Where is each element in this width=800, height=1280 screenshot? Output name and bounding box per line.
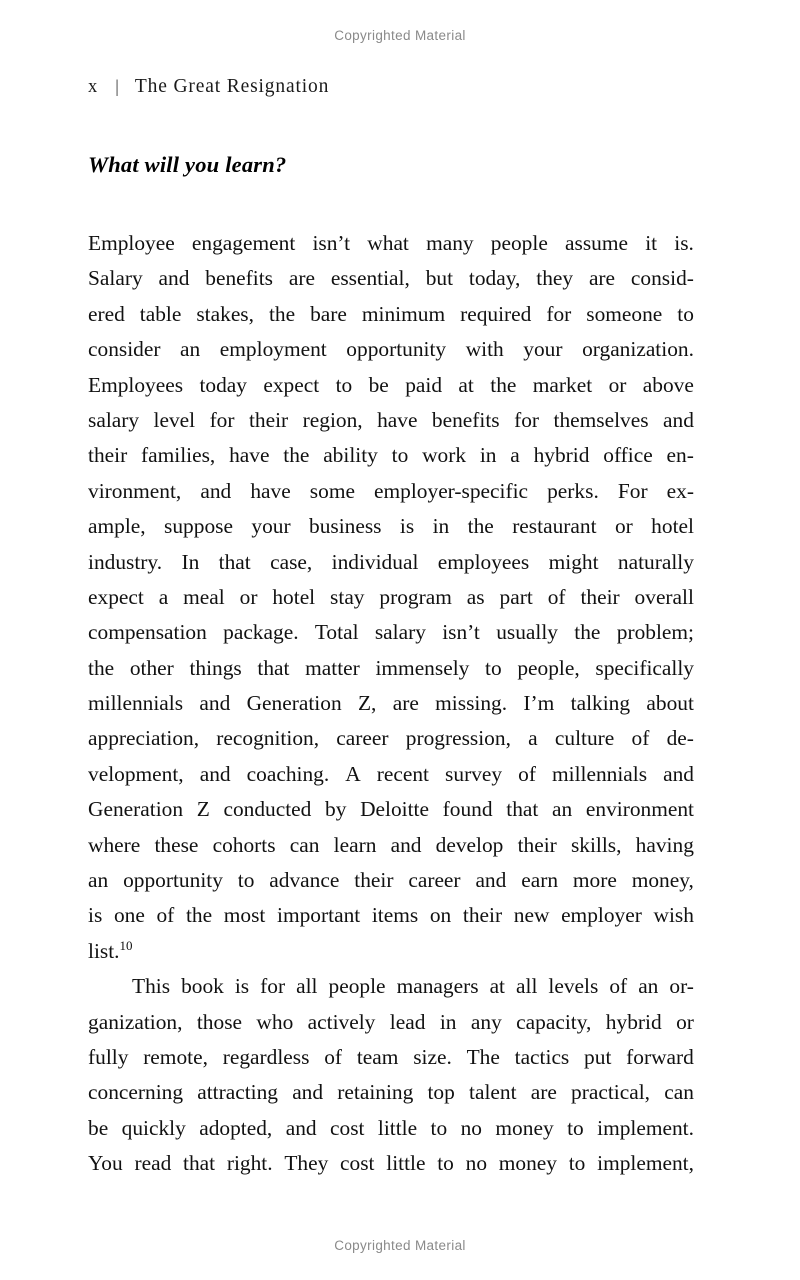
body-word: market xyxy=(532,372,593,397)
body-word: retaining xyxy=(337,1080,414,1105)
body-word: cost xyxy=(330,1115,365,1140)
body-word: the xyxy=(574,620,601,645)
body-word: of xyxy=(518,761,536,786)
body-word: coaching. xyxy=(246,761,330,786)
body-word: book xyxy=(181,974,224,999)
body-word: organization. xyxy=(582,337,694,362)
body-line-text: list. xyxy=(88,938,120,963)
body-word: forward xyxy=(626,1044,694,1069)
body-word: can xyxy=(289,832,320,857)
body-word: table xyxy=(139,301,182,326)
body-word: read xyxy=(134,1151,172,1176)
body-word: be xyxy=(368,372,389,397)
body-word: hybrid xyxy=(605,1009,662,1034)
body-word: engagement xyxy=(191,231,296,255)
body-word: for xyxy=(260,974,286,999)
body-word: stakes, xyxy=(196,301,254,326)
body-word: might xyxy=(548,549,599,574)
body-word: de- xyxy=(666,726,694,751)
body-word: environment xyxy=(585,797,694,822)
body-word: size. xyxy=(413,1044,452,1069)
body-word: hybrid xyxy=(533,443,590,468)
body-text-line xyxy=(88,545,694,580)
body-word: the xyxy=(88,655,115,680)
body-word: the xyxy=(283,443,310,468)
body-text-line xyxy=(88,403,694,438)
body-word: This xyxy=(132,974,171,999)
body-word: are xyxy=(588,266,616,291)
body-word: cost xyxy=(340,1151,375,1176)
body-word: meal xyxy=(183,584,225,609)
body-word: paid xyxy=(405,372,443,397)
body-word: work xyxy=(422,443,467,468)
body-text-line xyxy=(88,828,694,863)
body-word: people xyxy=(328,974,386,999)
body-word: someone xyxy=(586,301,663,326)
body-text-line xyxy=(88,1146,694,1181)
body-word: have xyxy=(250,478,291,503)
body-word: Employee xyxy=(88,231,175,255)
body-word: that xyxy=(183,1151,216,1176)
body-word: to xyxy=(677,301,694,326)
body-word: ample, xyxy=(88,514,146,539)
paragraph-indent xyxy=(88,969,121,1004)
body-word: money xyxy=(495,1115,554,1140)
body-word: problem; xyxy=(616,620,694,645)
body-text-line xyxy=(88,615,694,650)
body-word: employment xyxy=(219,337,327,362)
body-word: ganization, xyxy=(88,1009,183,1034)
body-word: their xyxy=(248,407,289,432)
body-word: develop xyxy=(435,832,504,857)
body-word: Salary xyxy=(88,266,143,291)
body-word: little xyxy=(377,1115,418,1140)
body-word: opportunity xyxy=(123,868,223,893)
page-folio-number: x xyxy=(88,77,98,97)
body-word: who xyxy=(256,1009,294,1034)
body-word: capacity, xyxy=(516,1009,592,1034)
body-text-line xyxy=(88,686,694,721)
body-word: to xyxy=(567,1115,584,1140)
body-word: regardless xyxy=(222,1044,310,1069)
body-word: quickly xyxy=(121,1115,186,1140)
body-word: attracting xyxy=(197,1080,278,1105)
body-text-line xyxy=(88,651,694,686)
body-word: today, xyxy=(468,266,521,291)
body-word: no xyxy=(465,1151,488,1176)
body-word: earn xyxy=(521,868,559,893)
body-word: hotel xyxy=(272,584,316,609)
body-word: usually xyxy=(496,620,558,645)
body-text-line xyxy=(88,226,694,261)
body-word: of xyxy=(609,974,628,999)
body-word: of xyxy=(324,1044,343,1069)
body-word: actively xyxy=(307,1009,376,1034)
body-word: required xyxy=(460,301,532,326)
body-word: Z, xyxy=(357,691,377,716)
body-word: and xyxy=(158,266,190,291)
body-word: package. xyxy=(223,620,299,645)
body-word: are xyxy=(530,1080,557,1105)
body-word: salary xyxy=(88,407,140,432)
body-word: those xyxy=(196,1009,243,1034)
body-word: career xyxy=(336,726,389,751)
body-text-line xyxy=(88,580,694,615)
body-word: their xyxy=(580,584,620,609)
body-word: culture xyxy=(554,726,615,751)
body-word: and xyxy=(663,407,694,432)
body-word: but xyxy=(425,266,454,291)
body-word: en- xyxy=(666,443,694,468)
body-word: for xyxy=(209,407,235,432)
body-word: You xyxy=(88,1151,123,1176)
body-text-line xyxy=(88,474,694,509)
body-word: For xyxy=(617,478,648,503)
body-text-line xyxy=(88,1040,694,1075)
body-word: implement, xyxy=(597,1151,694,1176)
body-word: matter xyxy=(305,655,360,680)
body-word: cohorts xyxy=(212,832,276,857)
body-word: money xyxy=(498,1151,557,1176)
body-word: overall xyxy=(634,584,694,609)
body-word: talent xyxy=(469,1080,517,1105)
body-text-line xyxy=(88,721,694,756)
copyright-watermark-bottom: Copyrighted Material xyxy=(334,1238,466,1253)
body-word: of xyxy=(156,903,175,928)
body-text-line xyxy=(88,261,694,296)
body-word: in xyxy=(432,514,450,539)
body-word: millennials xyxy=(552,761,648,786)
body-word: salary xyxy=(374,620,426,645)
body-word: what xyxy=(367,231,409,255)
body-word: money, xyxy=(631,868,694,893)
body-word: suppose xyxy=(164,514,233,539)
body-word: right. xyxy=(226,1151,273,1176)
body-word: advance xyxy=(269,868,340,893)
body-word: isn’t xyxy=(442,620,480,645)
body-word: is xyxy=(88,903,103,928)
body-text-line xyxy=(88,1111,694,1146)
body-word: and xyxy=(200,478,232,503)
body-word: adopted, xyxy=(199,1115,273,1140)
running-head xyxy=(88,76,329,98)
body-word: an xyxy=(88,868,109,893)
body-word: millennials xyxy=(88,691,184,716)
body-word: region, xyxy=(302,407,363,432)
body-word: are xyxy=(288,266,315,291)
body-word: items xyxy=(371,903,419,928)
body-text-line xyxy=(88,368,694,403)
body-word: that xyxy=(257,655,290,680)
body-word: essential, xyxy=(330,266,410,291)
body-word: people xyxy=(490,231,548,255)
body-word: progression, xyxy=(405,726,511,751)
body-word: having xyxy=(635,832,694,857)
body-word: and xyxy=(663,761,694,786)
body-word: skills, xyxy=(570,832,622,857)
body-word: or xyxy=(239,584,258,609)
body-word: as xyxy=(466,584,485,609)
body-text-line xyxy=(88,792,694,827)
body-word: case, xyxy=(270,549,313,574)
body-word: things xyxy=(189,655,242,680)
body-word: is xyxy=(399,514,415,539)
body-word: many xyxy=(426,231,474,255)
body-word: wish xyxy=(653,903,694,928)
body-word: talking xyxy=(570,691,631,716)
body-word: they xyxy=(536,266,574,291)
body-word: ability xyxy=(323,443,378,468)
body-word: for xyxy=(514,407,540,432)
body-word: today xyxy=(199,372,247,397)
body-word: The xyxy=(466,1044,500,1069)
body-word: They xyxy=(284,1151,329,1176)
body-word: to xyxy=(430,1115,448,1140)
body-word: their xyxy=(462,903,503,928)
section-heading: What will you learn? xyxy=(88,152,287,177)
body-word: important xyxy=(277,903,361,928)
body-word: where xyxy=(88,832,141,857)
body-text-line xyxy=(88,969,694,1004)
body-word: levels xyxy=(548,974,599,999)
body-word: fully xyxy=(88,1044,129,1069)
body-word: appreciation, xyxy=(88,726,200,751)
body-word: can xyxy=(664,1080,694,1105)
body-word: employer xyxy=(561,903,642,928)
body-word: learn xyxy=(333,832,377,857)
body-word: their xyxy=(88,443,128,468)
body-word: ered xyxy=(88,301,125,326)
body-word: all xyxy=(516,974,538,999)
body-word: to xyxy=(485,655,502,680)
body-word: be xyxy=(88,1115,109,1140)
body-word: Generation xyxy=(88,797,184,822)
body-word: specifically xyxy=(595,655,694,680)
running-head-separator: | xyxy=(115,76,119,96)
body-word: in xyxy=(479,443,497,468)
body-word: expect xyxy=(88,584,144,609)
copyright-watermark-top: Copyrighted Material xyxy=(334,28,466,43)
body-word: recent xyxy=(376,761,429,786)
body-word: themselves xyxy=(553,407,649,432)
body-word: or- xyxy=(669,974,694,999)
body-word: Generation xyxy=(246,691,342,716)
body-word: to xyxy=(237,868,255,893)
body-word: restaurant xyxy=(512,514,597,539)
body-word: most xyxy=(223,903,266,928)
body-word: opportunity xyxy=(346,337,447,362)
body-word: have xyxy=(377,407,418,432)
body-text-line xyxy=(88,438,694,473)
body-word: stay xyxy=(330,584,365,609)
body-word: your xyxy=(251,514,291,539)
body-word: remote, xyxy=(143,1044,208,1069)
body-word: Deloitte xyxy=(360,797,429,822)
body-word: isn’t xyxy=(312,231,351,255)
body-word: lead xyxy=(389,1009,426,1034)
body-word: the xyxy=(268,301,296,326)
body-word: compensation xyxy=(88,620,207,645)
body-word: perks. xyxy=(547,478,599,503)
footnote-reference: 10 xyxy=(119,937,133,953)
body-word: naturally xyxy=(617,549,694,574)
body-word: new xyxy=(513,903,550,928)
body-word: is. xyxy=(674,231,694,255)
body-word: A xyxy=(345,761,361,786)
body-word: is xyxy=(234,974,250,999)
body-word: Employees xyxy=(88,372,184,397)
body-word: tactics xyxy=(514,1044,570,1069)
body-text-line xyxy=(88,509,694,544)
body-word: a xyxy=(528,726,538,751)
body-word: missing. xyxy=(435,691,508,716)
running-head-book-title: The Great Resignation xyxy=(134,76,330,97)
body-word: the xyxy=(467,514,494,539)
body-word: individual xyxy=(331,549,419,574)
body-word: business xyxy=(309,514,382,539)
body-word: that xyxy=(506,797,539,822)
body-text-block xyxy=(88,226,694,1182)
body-word: any xyxy=(470,1009,502,1034)
body-word: these xyxy=(154,832,199,857)
body-word: part xyxy=(499,584,533,609)
body-word: of xyxy=(547,584,566,609)
body-word: office xyxy=(603,443,653,468)
body-word: or xyxy=(608,372,627,397)
body-word: their xyxy=(354,868,394,893)
body-word: found xyxy=(442,797,493,822)
body-text-line xyxy=(88,934,694,969)
body-word: In xyxy=(181,549,200,574)
body-word: with xyxy=(465,337,504,362)
body-word: to xyxy=(568,1151,586,1176)
body-word: more xyxy=(572,868,617,893)
body-word: an xyxy=(638,974,659,999)
body-word: by xyxy=(325,797,347,822)
body-word: and xyxy=(292,1080,324,1105)
body-word: top xyxy=(427,1080,455,1105)
body-word: minimum xyxy=(361,301,446,326)
body-word: your xyxy=(523,337,563,362)
body-word: industry. xyxy=(88,549,163,574)
body-word: benefits xyxy=(431,407,500,432)
body-text-line xyxy=(88,1075,694,1110)
body-word: level xyxy=(153,407,196,432)
body-text-line xyxy=(88,898,694,933)
body-text-line xyxy=(88,757,694,792)
body-word: no xyxy=(460,1115,482,1140)
body-word: program xyxy=(379,584,452,609)
body-word: have xyxy=(229,443,270,468)
body-word: conducted xyxy=(223,797,312,822)
body-word: are xyxy=(392,691,419,716)
body-word: employer-specific xyxy=(374,478,529,503)
body-word: practical, xyxy=(571,1080,651,1105)
body-word: a xyxy=(158,584,169,609)
body-word: an xyxy=(552,797,573,822)
body-word: it xyxy=(645,231,658,255)
body-word: employees xyxy=(437,549,530,574)
body-word: to xyxy=(437,1151,454,1176)
body-word: and xyxy=(475,868,507,893)
body-word: at xyxy=(458,372,474,397)
body-word: and xyxy=(285,1115,317,1140)
body-word: implement. xyxy=(597,1115,694,1140)
body-word: Total xyxy=(314,620,359,645)
body-word: consid- xyxy=(630,266,694,291)
body-word: benefits xyxy=(205,266,273,291)
body-word: consider xyxy=(88,337,161,362)
body-word: career xyxy=(408,868,461,893)
body-word: and xyxy=(390,832,422,857)
body-word: families, xyxy=(141,443,216,468)
body-word: recognition, xyxy=(216,726,320,751)
body-word: or xyxy=(614,514,633,539)
body-word: one xyxy=(113,903,145,928)
body-word: some xyxy=(309,478,355,503)
body-word: little xyxy=(386,1151,426,1176)
body-word: to xyxy=(335,372,353,397)
body-word: expect xyxy=(263,372,320,397)
body-text-line xyxy=(88,332,694,367)
body-word: team xyxy=(356,1044,399,1069)
body-word: a xyxy=(510,443,520,468)
body-word: hotel xyxy=(651,514,694,539)
body-word: velopment, xyxy=(88,761,184,786)
body-word: that xyxy=(218,549,251,574)
body-word: assume xyxy=(565,231,628,255)
body-word: all xyxy=(296,974,318,999)
body-word: the xyxy=(490,372,517,397)
body-word: about xyxy=(646,691,694,716)
body-word: at xyxy=(489,974,505,999)
body-word: for xyxy=(546,301,572,326)
body-word: the xyxy=(185,903,213,928)
body-word: managers xyxy=(396,974,479,999)
body-word: ex- xyxy=(666,478,694,503)
body-text-line xyxy=(88,863,694,898)
body-word: and xyxy=(199,761,231,786)
body-word: above xyxy=(642,372,694,397)
body-word: other xyxy=(129,655,174,680)
body-word: concerning xyxy=(88,1080,184,1105)
body-word: an xyxy=(180,337,201,362)
body-word: to xyxy=(391,443,409,468)
body-word: bare xyxy=(310,301,347,326)
body-word: immensely xyxy=(375,655,470,680)
body-word: and xyxy=(199,691,231,716)
body-text-line xyxy=(88,297,694,332)
body-word: on xyxy=(429,903,452,928)
body-word: Z xyxy=(196,797,210,822)
body-word: put xyxy=(584,1044,612,1069)
body-word: I’m xyxy=(523,691,555,716)
body-word: vironment, xyxy=(88,478,182,503)
body-word: in xyxy=(439,1009,457,1034)
body-word: survey xyxy=(445,761,503,786)
body-word: their xyxy=(517,832,557,857)
body-text-line xyxy=(88,1005,694,1040)
body-word: or xyxy=(676,1009,694,1034)
body-word: people, xyxy=(517,655,580,680)
body-word: of xyxy=(631,726,650,751)
